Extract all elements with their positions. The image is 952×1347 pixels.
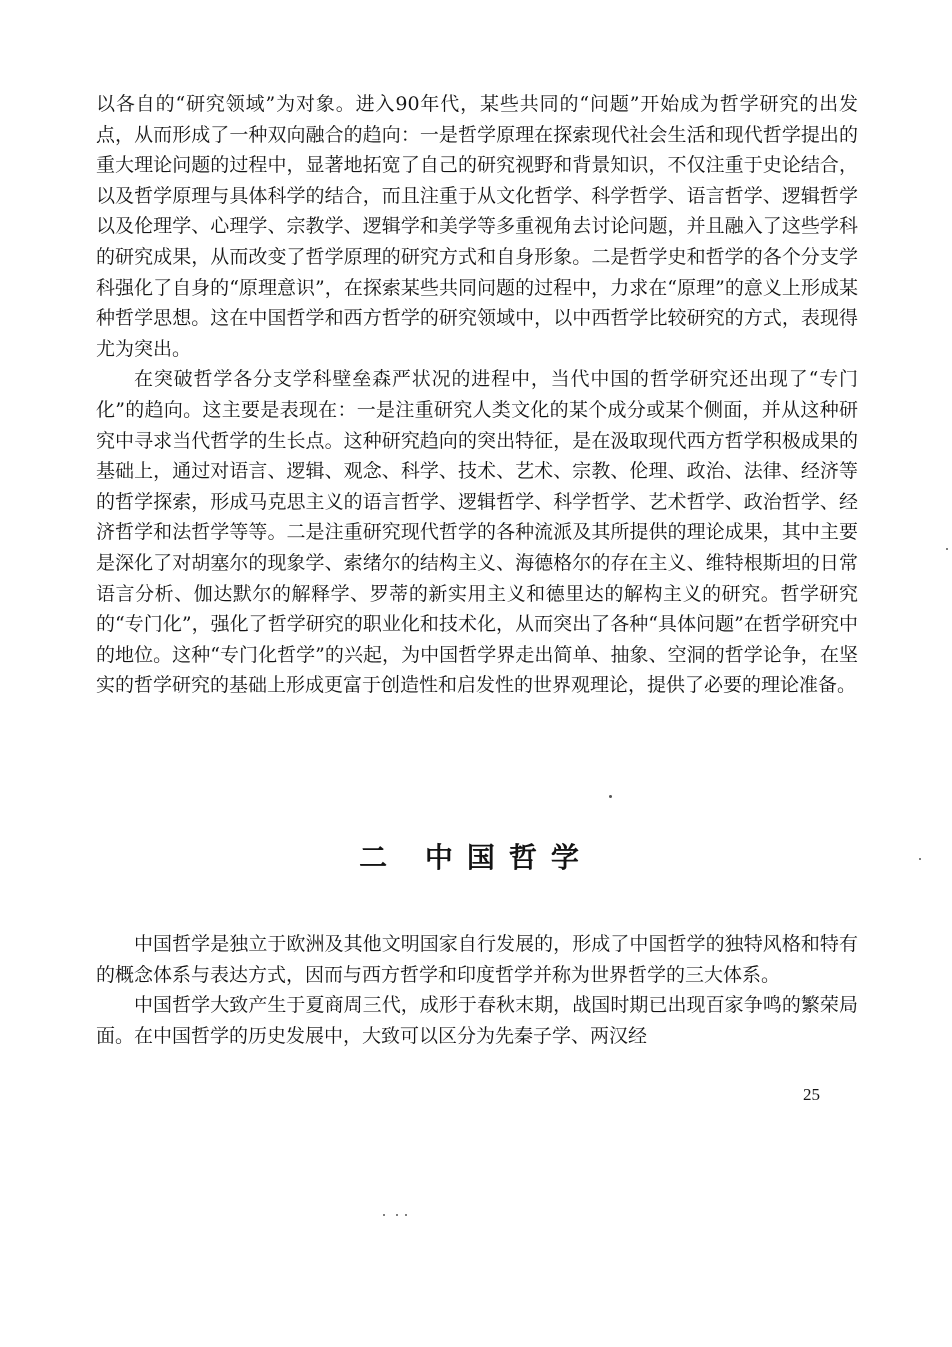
paragraph: 中国哲学是独立于欧洲及其他文明国家自行发展的，形成了中国哲学的独特风格和特有的概念体系与表达方式，因而与西方哲学和印度哲学并称为世界哲学的三大体系。: [96, 933, 858, 986]
scan-speck: [919, 858, 921, 860]
page-number: 25: [803, 1085, 820, 1104]
scan-speck: [405, 1214, 407, 1216]
paragraph-continued: 以各自的“研究领域”为对象。进入90年代，某些共同的“问题”开始成为哲学研究的出发点，从而形成了一种双向融合的趋向：一是哲学原理在探索现代社会生活和现代哲学提出的重大理论问题的过程中，显著地拓宽了自己的研究视野和背景知识，不仅注重于史论结合，以及哲学原理与具体科学的结合，而且注重于从文化哲学、科学哲学、语言哲学、逻辑哲学以及伦理学、心理学、宗教学、逻辑学和美学等多重视角去讨论问题，并且融入了这些学科的研究成果，从而改变了哲学原理的研究方式和自身形象。二是哲学史和哲学的各个分支学科强化了自身的“原理意识”，在探索某些共同问题的过程中，力求在“原理”的意义上形成某种哲学思想。这在中国哲学和西方哲学的研究领域中，以中西哲学比较研究的方式，表现得尤为突出。: [96, 93, 858, 360]
scan-speck: [609, 795, 612, 798]
scan-speck: [946, 548, 948, 550]
paragraph: 中国哲学大致产生于夏商周三代，成形于春秋末期，战国时期已出现百家争鸣的繁荣局面。在中国哲学的历史发展中，大致可以区分为先秦子学、两汉经: [96, 994, 858, 1047]
section-heading: 二 中国哲学: [359, 841, 593, 874]
paragraph: 在突破哲学各分支学科壁垒森严状况的进程中，当代中国的哲学研究还出现了“专门化”的趋向。这主要是表现在：一是注重研究人类文化的某个成分或某个侧面，并从这种研究中寻求当代哲学的生长点。这种研究趋向的突出特征，是在汲取现代西方哲学积极成果的基础上，通过对语言、逻辑、观念、科学、技术、艺术、宗教、伦理、政治、法律、经济等的哲学探索，形成马克思主义的语言哲学、逻辑哲学、科学哲学、艺术哲学、政治哲学、经济哲学和法哲学等等。二是注重研究现代哲学的各种流派及其所提供的理论成果，其中主要是深化了对胡塞尔的现象学、索绪尔的结构主义、海德格尔的存在主义、维特根斯坦的日常语言分析、伽达默尔的解释学、罗蒂的新实用主义和德里达的解构主义的研究。哲学研究的“专门化”，强化了哲学研究的职业化和技术化，从而突出了各种“具体问题”在哲学研究中的地位。这种“专门化哲学”的兴起，为中国哲学界走出简单、抽象、空洞的哲学论争，在坚实的哲学研究的基础上形成更富于创造性和启发性的世界观理论，提供了必要的理论准备。: [96, 368, 858, 697]
scan-speck: [383, 1214, 385, 1216]
body-text-top: [96, 89, 858, 701]
body-text-bottom: [96, 929, 858, 1051]
scan-speck: [396, 1214, 398, 1216]
